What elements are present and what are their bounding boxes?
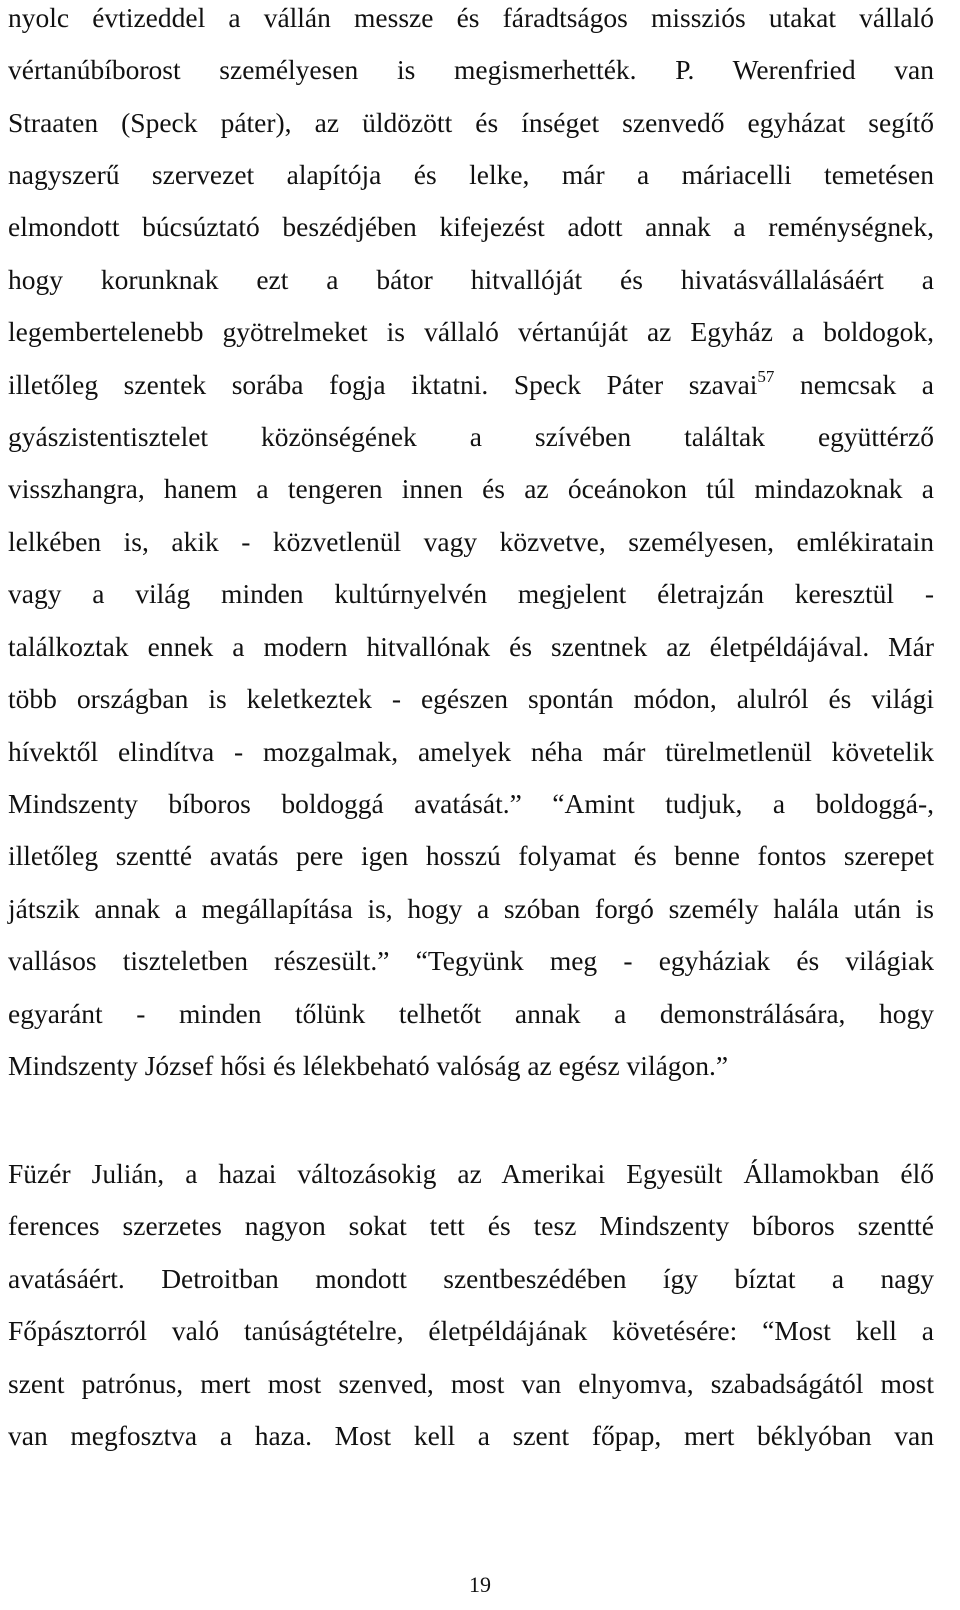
text-line: nyolc évtizeddel a vállán messze és fáradtságos missziós utakat vállaló: [8, 2, 934, 33]
text-line-with-footnote: [8, 368, 934, 402]
page-number: 19: [469, 1572, 491, 1597]
text-line: Füzér Julián, a hazai változásokig az Amerikai Egyesült Államokban élő: [8, 1158, 934, 1189]
line-text: nemcsak a: [774, 369, 934, 400]
text-line: visszhangra, hanem a tengeren innen és az óceánokon túl mindazoknak a: [8, 473, 934, 504]
text-line: több országban is keletkeztek - egészen spontán módon, alulról és világi: [8, 683, 934, 714]
text-line: hogy korunknak ezt a bátor hitvallóját és hivatásvállalásáért a: [8, 264, 934, 295]
text-line: hívektől elindítva - mozgalmak, amelyek néha már türelmetlenül követelik: [8, 736, 934, 767]
text-line: nagyszerű szervezet alapítója és lelke, már a máriacelli temetésen: [8, 159, 934, 190]
text-line: van megfosztva a haza. Most kell a szent főpap, mert béklyóban van: [8, 1420, 934, 1451]
text-line: vallásos tiszteletben részesült.” “Tegyünk meg - egyháziak és világiak: [8, 945, 934, 976]
text-line: Mindszenty bíboros boldoggá avatását.” “Amint tudjuk, a boldoggá-,: [8, 788, 934, 819]
text-line: ferences szerzetes nagyon sokat tett és tesz Mindszenty bíboros szentté: [8, 1210, 934, 1241]
text-line: illetőleg szentté avatás pere igen hosszú folyamat és benne fontos szerepet: [8, 840, 934, 871]
text-line: Főpásztorról való tanúságtételre, életpéldájának követésére: “Most kell a: [8, 1315, 934, 1346]
text-line: szent patrónus, mert most szenved, most van elnyomva, szabadságától most: [8, 1368, 934, 1399]
text-line: találkoztak ennek a modern hitvallónak és szentnek az életpéldájával. Már: [8, 631, 934, 662]
text-line: avatásáért. Detroitban mondott szentbeszédében így bíztat a nagy: [8, 1263, 934, 1294]
line-text: illetőleg szentek sorába fogja iktatni. Speck Páter szavai: [8, 369, 758, 400]
text-line: egyaránt - minden tőlünk telhetőt annak a demonstrálására, hogy: [8, 998, 934, 1029]
text-line: játszik annak a megállapítása is, hogy a szóban forgó személy halála után is: [8, 893, 934, 924]
text-line: legembertelenebb gyötrelmeket is vállaló vértanúját az Egyház a boldogok,: [8, 316, 934, 347]
text-line: vagy a világ minden kultúrnyelvén megjelent életrajzán keresztül -: [8, 578, 934, 609]
text-line: Mindszenty József hősi és lélekbeható valóság az egész világon.”: [8, 1050, 729, 1081]
text-line: Straaten (Speck páter), az üldözött és ínséget szenvedő egyházat segítő: [8, 107, 934, 138]
text-line: vértanúbíborost személyesen is megismerhették. P. Werenfried van: [8, 54, 934, 85]
text-line: gyászistentisztelet közönségének a szívében találtak együttérző: [8, 421, 934, 452]
text-line: lelkében is, akik - közvetlenül vagy közvetve, személyesen, emlékiratain: [8, 526, 934, 557]
text-line: elmondott búcsúztató beszédjében kifejezést adott annak a reménységnek,: [8, 211, 934, 242]
footnote-reference: 57: [757, 367, 775, 386]
